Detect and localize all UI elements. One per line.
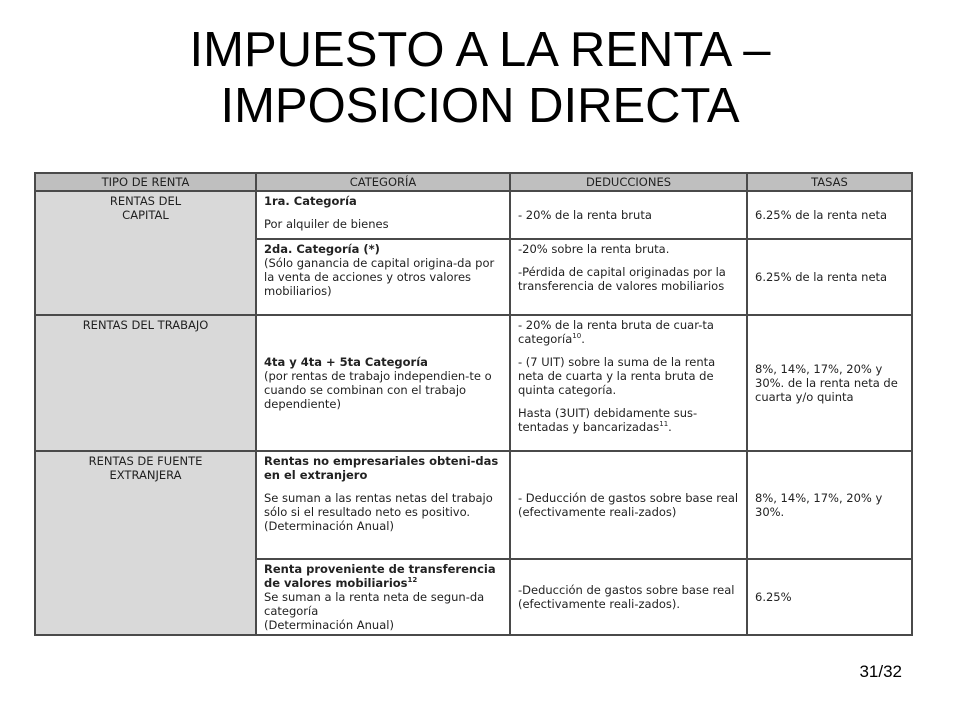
- slide-title: [0, 22, 960, 134]
- categoria-title: 4ta y 4ta + 5ta Categoría: [264, 355, 428, 369]
- header-deducciones: DEDUCCIONES: [510, 173, 747, 191]
- deduccion-cell: [510, 315, 747, 451]
- header-row: [35, 173, 912, 191]
- deduccion-text: - (7 UIT) sobre la suma de la renta neta de cuarta y la renta bruta de quinta categoría.: [518, 355, 716, 397]
- categoria-text: Se suman a las rentas netas del trabajo sólo si el resultado neto es positivo.: [264, 491, 493, 519]
- tipo-extranjera: RENTAS DE FUENTE EXTRANJERA: [35, 451, 256, 635]
- deduccion-text: Hasta (3UIT) debidamente sus-tentadas y bancarizadas$^{11}$.: [518, 406, 698, 434]
- header-tasas: TASAS: [747, 173, 912, 191]
- deduccion-cell: - Deducción de gastos sobre base real (efectivamente reali-zados): [510, 451, 747, 559]
- deduccion-cell: [510, 239, 747, 315]
- categoria-title: 2da. Categoría (*): [264, 242, 380, 256]
- tasa-cell: 6.25% de la renta neta: [747, 191, 912, 239]
- table-row: [35, 451, 912, 559]
- table-row: [35, 315, 912, 451]
- categoria-title: Rentas no empresariales obteni-das en el extranjero: [264, 454, 499, 482]
- categoria-text: (Determinación Anual): [264, 519, 394, 533]
- header-tipo: TIPO DE RENTA: [35, 173, 256, 191]
- categoria-title: 1ra. Categoría: [264, 194, 357, 208]
- categoria-cell: [256, 239, 510, 315]
- categoria-text: (por rentas de trabajo independien-te o cuando se combinan con el trabajo dependiente): [264, 369, 492, 411]
- deduccion-text: -Pérdida de capital originadas por la transferencia de valores mobiliarios: [518, 265, 726, 293]
- categoria-text: Por alquiler de bienes: [264, 217, 389, 231]
- categoria-title: Renta proveniente de transferencia de valores mobiliarios$^{12}$: [264, 562, 496, 590]
- title-line-2: IMPOSICION DIRECTA: [220, 79, 740, 133]
- categoria-cell: [256, 451, 510, 559]
- tasa-cell: 6.25%: [747, 559, 912, 635]
- tasa-cell: 8%, 14%, 17%, 20% y 30%. de la renta neta de cuarta y/o quinta: [747, 315, 912, 451]
- categoria-cell: [256, 191, 510, 239]
- tipo-trabajo: RENTAS DEL TRABAJO: [35, 315, 256, 451]
- categoria-text: (Sólo ganancia de capital origina-da por la venta de acciones y otros valores mobiliarios): [264, 256, 495, 298]
- categoria-text: Se suman a la renta neta de segun-da categoría: [264, 590, 485, 618]
- deduccion-cell: -Deducción de gastos sobre base real (efectivamente reali-zados).: [510, 559, 747, 635]
- deduccion-text: -20% sobre la renta bruta.: [518, 242, 670, 256]
- header-categoria: CATEGORÍA: [256, 173, 510, 191]
- table-row: [35, 191, 912, 239]
- tax-table: [34, 172, 913, 636]
- deduccion-text: - 20% de la renta bruta de cuar-ta categoría$^{10}$.: [518, 318, 714, 346]
- deduccion-cell: - 20% de la renta bruta: [510, 191, 747, 239]
- categoria-text: (Determinación Anual): [264, 618, 394, 632]
- tipo-capital: RENTAS DEL CAPITAL: [35, 191, 256, 315]
- tasa-cell: 8%, 14%, 17%, 20% y 30%.: [747, 451, 912, 559]
- page-number: 31/32: [859, 662, 902, 681]
- categoria-cell: [256, 559, 510, 635]
- tasa-cell: 6.25% de la renta neta: [747, 239, 912, 315]
- categoria-cell: [256, 315, 510, 451]
- title-line-1: IMPUESTO A LA RENTA –: [189, 23, 771, 77]
